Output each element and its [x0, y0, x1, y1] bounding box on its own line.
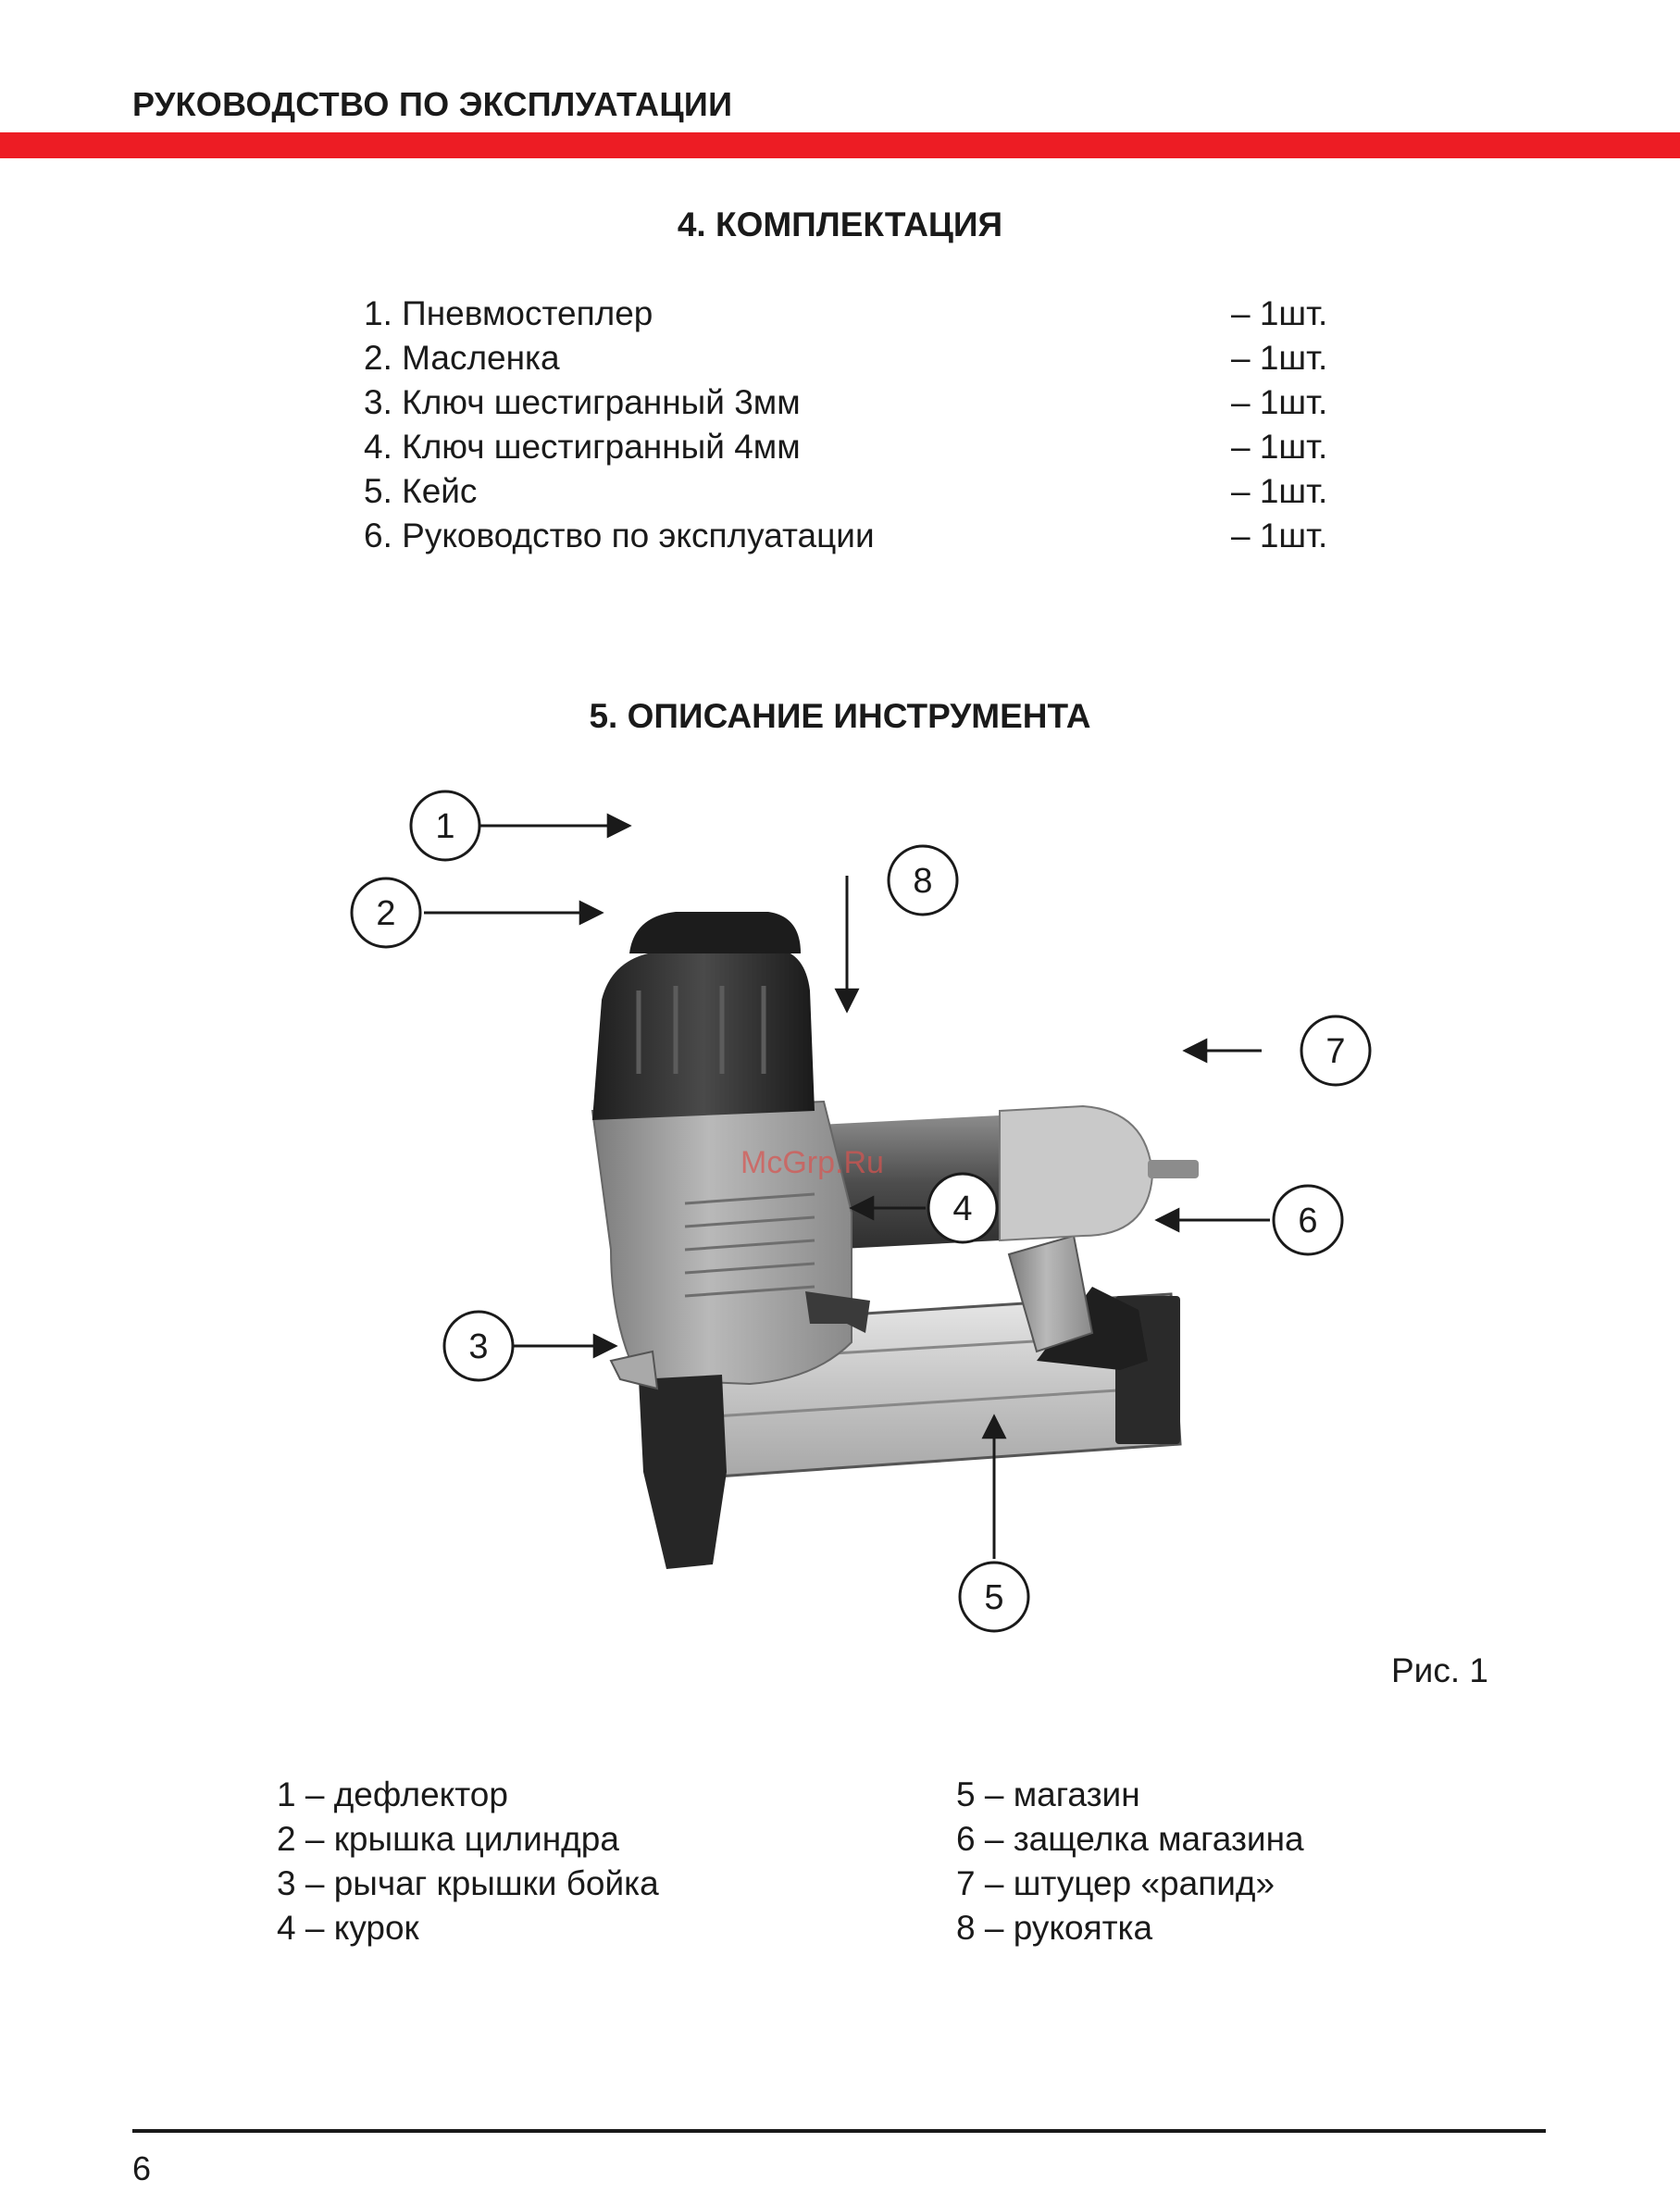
svg-text:3: 3	[468, 1327, 489, 1366]
inlet-housing-shape	[1000, 1106, 1152, 1240]
kit-list-item	[364, 336, 1345, 380]
deflector-shape	[629, 912, 801, 953]
kit-list-item	[364, 425, 1345, 469]
legend-right-column	[956, 1773, 1304, 1950]
legend-item: 5 – магазин	[956, 1775, 1140, 1813]
legend-item: 2 – крышка цилиндра	[277, 1820, 619, 1858]
legend-item: 6 – защелка магазина	[956, 1820, 1304, 1858]
kit-list	[364, 292, 1345, 558]
cylinder-cap-shape	[592, 949, 815, 1120]
legend-item: 4 – курок	[277, 1909, 419, 1947]
kit-item-qty: – 1шт.	[1231, 428, 1328, 466]
svg-text:7: 7	[1325, 1032, 1346, 1071]
page-number: 6	[132, 2149, 152, 2187]
nail-gun-figure	[333, 768, 1407, 1657]
legend-item: 3 – рычаг крышки бойка	[277, 1864, 659, 1902]
legend-left-column	[277, 1773, 659, 1950]
kit-item-name: 2. Масленка	[364, 339, 560, 377]
svg-text:1: 1	[435, 807, 455, 846]
kit-item-qty: – 1шт.	[1231, 472, 1328, 510]
legend-item: 1 – дефлектор	[277, 1775, 508, 1813]
kit-item-name: 5. Кейс	[364, 472, 478, 510]
watermark: McGrp.Ru	[740, 1145, 884, 1180]
callout-4	[928, 1174, 997, 1242]
callout-6	[1274, 1186, 1342, 1254]
kit-list-item	[364, 514, 1345, 558]
body-shape	[592, 1102, 852, 1384]
callout-5	[960, 1563, 1028, 1631]
kit-item-qty: – 1шт.	[1231, 294, 1328, 332]
page-header-title: РУКОВОДСТВО ПО ЭКСПЛУАТАЦИИ	[132, 85, 733, 123]
svg-text:5: 5	[984, 1578, 1004, 1617]
svg-text:8: 8	[913, 862, 933, 901]
section-4-title: 4. КОМПЛЕКТАЦИЯ	[677, 206, 1003, 243]
legend-item: 8 – рукоятка	[956, 1909, 1153, 1947]
callout-7	[1301, 1016, 1370, 1085]
kit-item-name: 4. Ключ шестигранный 4мм	[364, 428, 801, 466]
kit-list-item	[364, 292, 1345, 336]
kit-list-item	[364, 380, 1345, 425]
kit-item-qty: – 1шт.	[1231, 339, 1328, 377]
callout-8	[889, 846, 957, 915]
kit-item-name: 1. Пневмостеплер	[364, 294, 653, 332]
header-red-band	[0, 132, 1680, 158]
rapid-fitting-shape	[1148, 1160, 1199, 1178]
kit-list-item	[364, 469, 1345, 514]
callout-3	[444, 1312, 513, 1380]
callout-1	[411, 791, 479, 860]
legend-item: 7 – штуцер «рапид»	[956, 1864, 1276, 1902]
svg-text:6: 6	[1298, 1202, 1318, 1240]
callout-2	[352, 878, 420, 947]
nose-shape	[639, 1375, 727, 1569]
footer-rule	[132, 2129, 1546, 2133]
kit-item-qty: – 1шт.	[1231, 383, 1328, 421]
svg-text:2: 2	[376, 894, 396, 933]
figure-caption: Рис. 1	[1391, 1651, 1488, 1689]
section-5-title: 5. ОПИСАНИЕ ИНСТРУМЕНТА	[589, 697, 1091, 735]
svg-text:4: 4	[952, 1190, 973, 1228]
kit-item-qty: – 1шт.	[1231, 517, 1328, 554]
kit-item-name: 6. Руководство по эксплуатации	[364, 517, 875, 554]
kit-item-name: 3. Ключ шестигранный 3мм	[364, 383, 801, 421]
lever-shape	[611, 1352, 657, 1389]
